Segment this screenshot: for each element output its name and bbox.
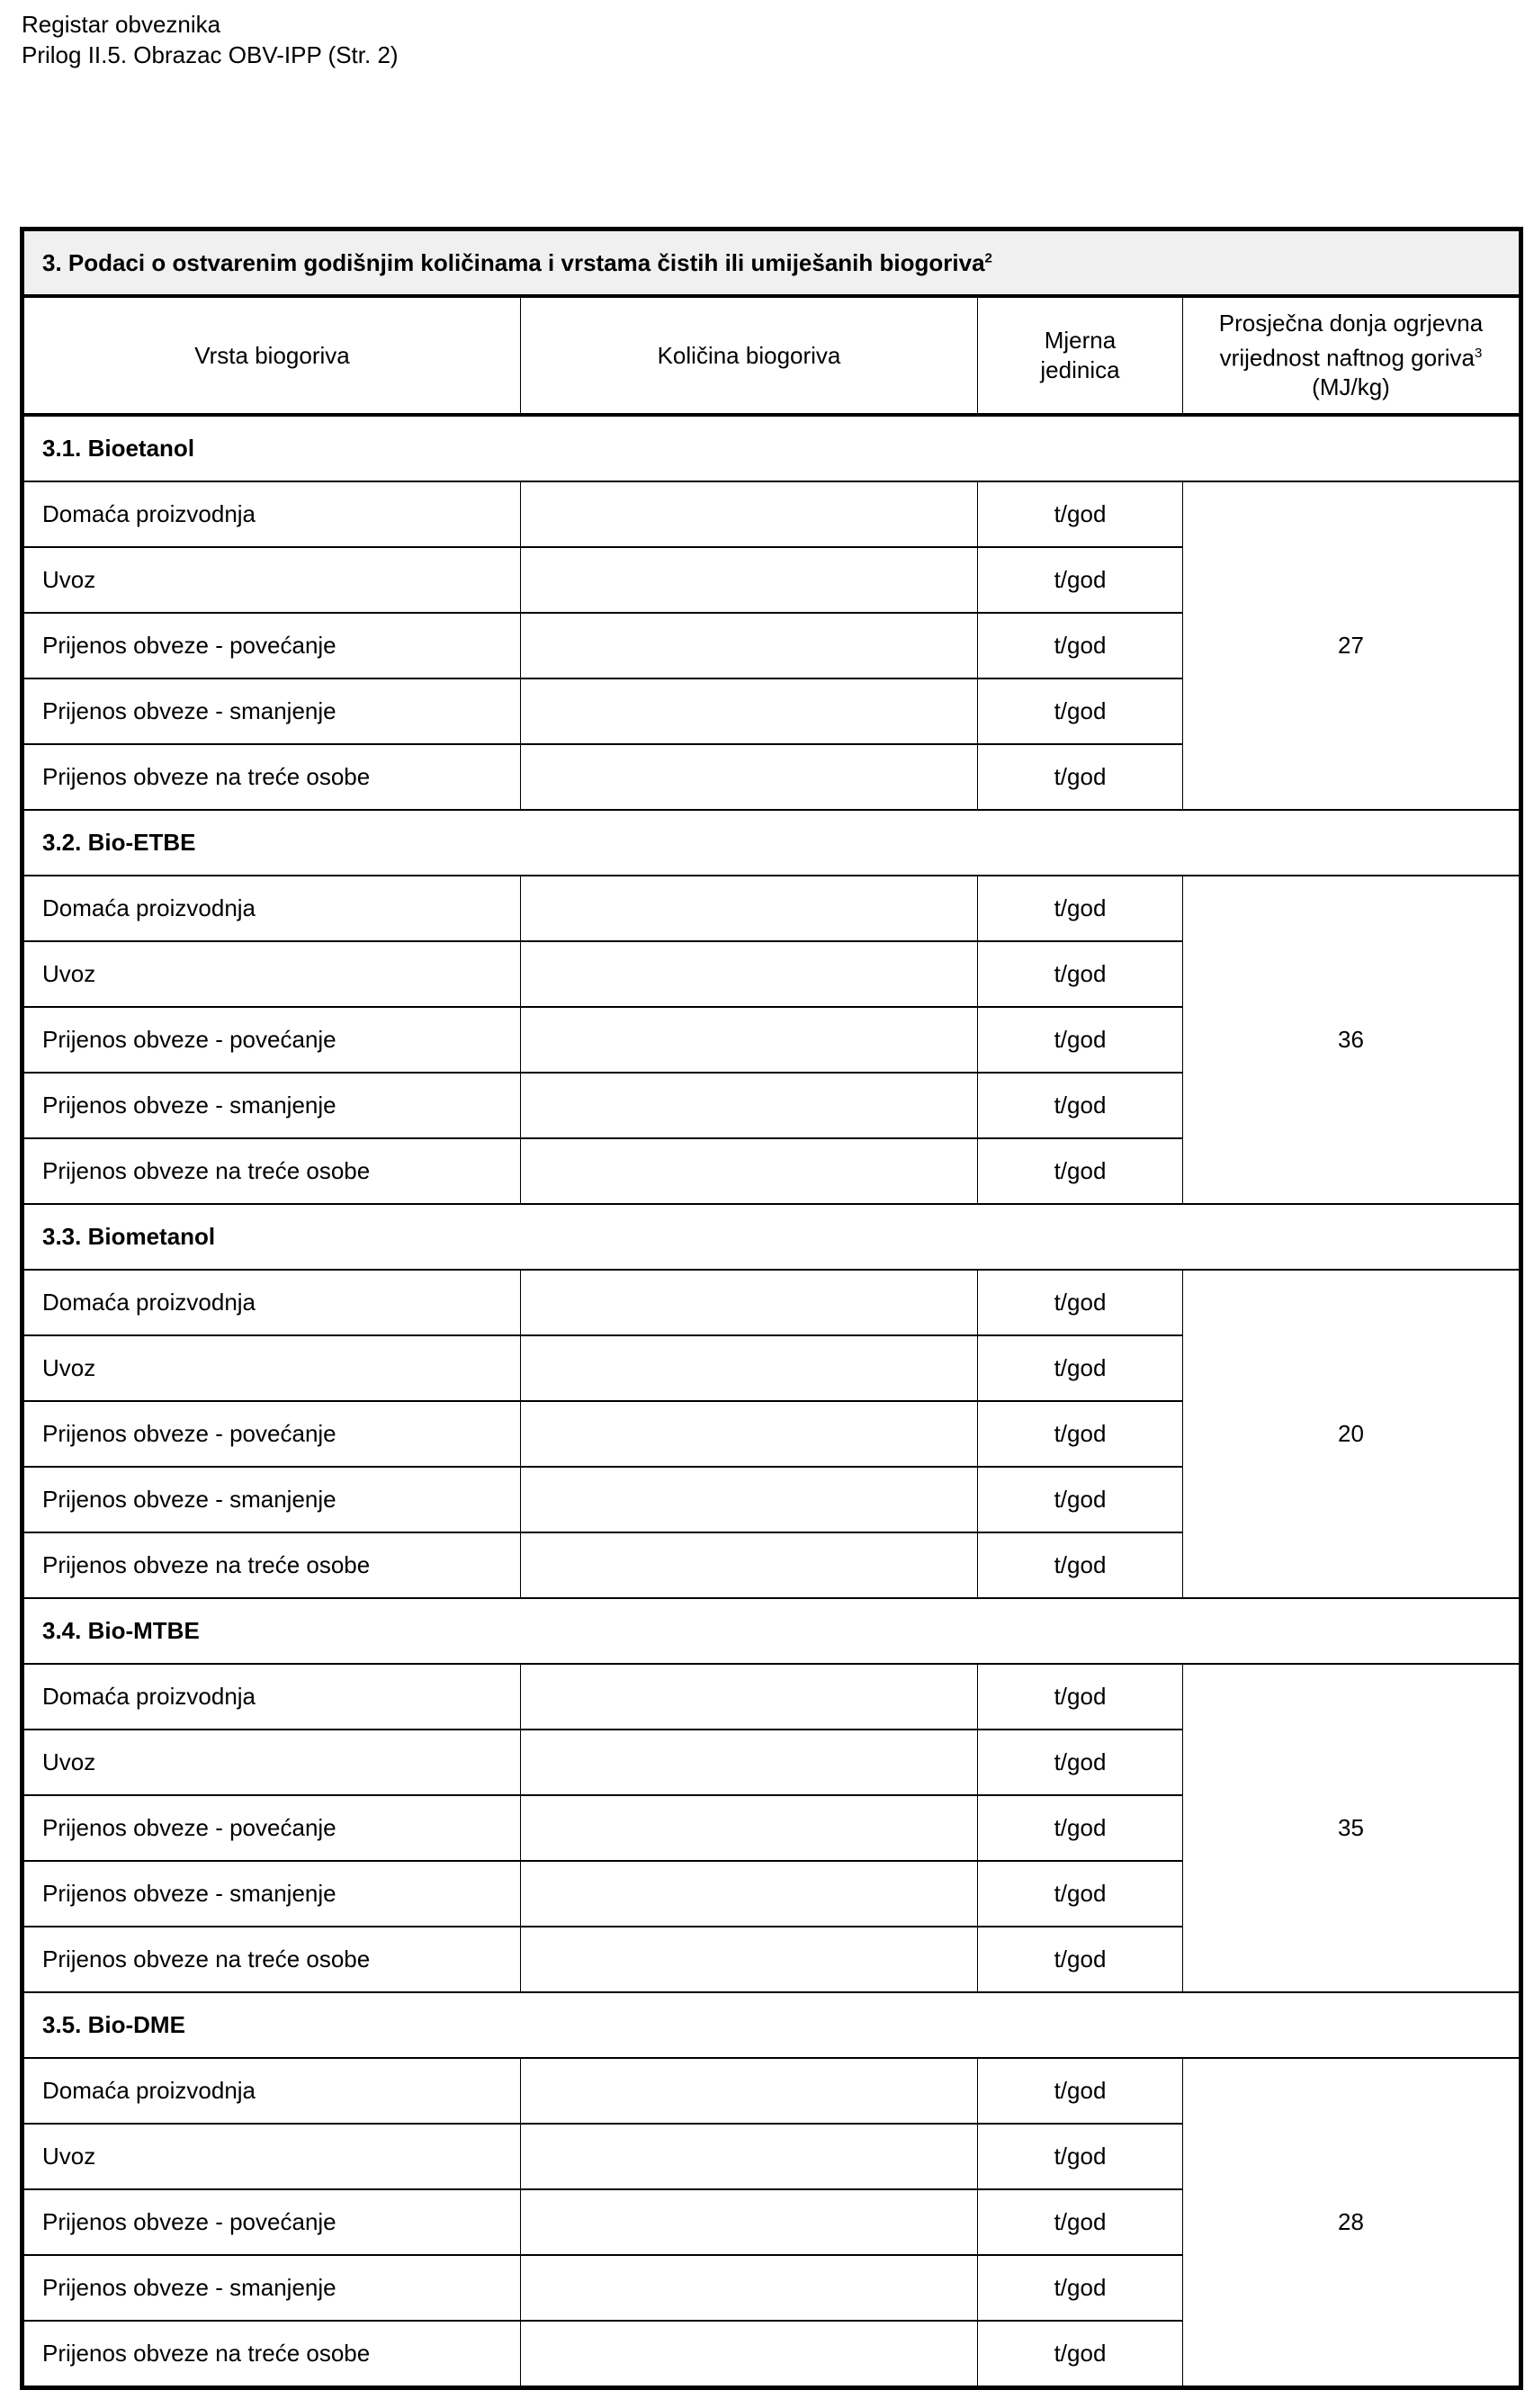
quantity-field[interactable]: [521, 1927, 978, 1992]
row-label: Prijenos obveze - smanjenje: [22, 1861, 521, 1927]
row-label: Prijenos obveze - povećanje: [22, 613, 521, 678]
calorific-value: 27: [1183, 481, 1521, 810]
unit-cell: t/god: [978, 678, 1183, 744]
section-header-row: [22, 415, 1521, 481]
unit-cell: t/god: [978, 481, 1183, 547]
row-label: Domaća proizvodnja: [22, 2058, 521, 2124]
quantity-field[interactable]: [521, 1730, 978, 1795]
calorific-value: 36: [1183, 876, 1521, 1204]
table-title-row: [22, 229, 1521, 297]
calorific-value: 35: [1183, 1664, 1521, 1992]
unit-cell: t/god: [978, 613, 1183, 678]
unit-cell: t/god: [978, 1401, 1183, 1467]
quantity-field[interactable]: [521, 1401, 978, 1467]
quantity-field[interactable]: [521, 744, 978, 810]
quantity-field[interactable]: [521, 613, 978, 678]
quantity-field[interactable]: [521, 876, 978, 941]
register-label: Registar obveznika: [22, 11, 221, 38]
table-row: [22, 2058, 1521, 2124]
unit-cell: t/god: [978, 2189, 1183, 2255]
row-label: Uvoz: [22, 941, 521, 1007]
unit-cell: t/god: [978, 2321, 1183, 2388]
row-label: Uvoz: [22, 547, 521, 613]
table-row: [22, 1664, 1521, 1730]
unit-cell: t/god: [978, 1270, 1183, 1335]
quantity-field[interactable]: [521, 1073, 978, 1138]
quantity-field[interactable]: [521, 1007, 978, 1073]
unit-cell: t/god: [978, 876, 1183, 941]
quantity-field[interactable]: [521, 1861, 978, 1927]
quantity-field[interactable]: [521, 1467, 978, 1532]
unit-cell: t/god: [978, 744, 1183, 810]
row-label: Domaća proizvodnja: [22, 876, 521, 941]
document-header: [22, 9, 399, 70]
quantity-field[interactable]: [521, 678, 978, 744]
biofuel-table: [20, 227, 1523, 2390]
section-header-row: [22, 1598, 1521, 1664]
col-header-type: Vrsta biogoriva: [22, 296, 521, 415]
row-label: Prijenos obveze - povećanje: [22, 2189, 521, 2255]
quantity-field[interactable]: [521, 1270, 978, 1335]
table-row: [22, 1270, 1521, 1335]
row-label: Domaća proizvodnja: [22, 481, 521, 547]
section-title: 3.2. Bio-ETBE: [22, 810, 1521, 876]
unit-cell: t/god: [978, 2058, 1183, 2124]
section-title: 3.1. Bioetanol: [22, 415, 1521, 481]
unit-cell: t/god: [978, 1532, 1183, 1598]
unit-cell: t/god: [978, 1664, 1183, 1730]
quantity-field[interactable]: [521, 1795, 978, 1861]
unit-cell: t/god: [978, 1795, 1183, 1861]
section-header-row: [22, 810, 1521, 876]
unit-cell: t/god: [978, 2255, 1183, 2321]
col-header-unit: Mjerna jedinica: [978, 296, 1183, 415]
row-label: Uvoz: [22, 2124, 521, 2189]
row-label: Prijenos obveze - smanjenje: [22, 2255, 521, 2321]
table-row: [22, 481, 1521, 547]
unit-cell: t/god: [978, 1861, 1183, 1927]
table-row: [22, 876, 1521, 941]
quantity-field[interactable]: [521, 2189, 978, 2255]
unit-cell: t/god: [978, 1007, 1183, 1073]
row-label: Prijenos obveze - povećanje: [22, 1795, 521, 1861]
col-header-quantity: Količina biogoriva: [521, 296, 978, 415]
unit-cell: t/god: [978, 547, 1183, 613]
unit-cell: t/god: [978, 2124, 1183, 2189]
unit-cell: t/god: [978, 1467, 1183, 1532]
table-title: 3. Podaci o ostvarenim godišnjim količinama i vrstama čistih ili umiješanih biogoriva$^2$: [22, 229, 1521, 297]
unit-cell: t/god: [978, 1335, 1183, 1401]
quantity-field[interactable]: [521, 2124, 978, 2189]
quantity-field[interactable]: [521, 1532, 978, 1598]
row-label: Uvoz: [22, 1335, 521, 1401]
quantity-field[interactable]: [521, 1335, 978, 1401]
quantity-field[interactable]: [521, 2321, 978, 2388]
row-label: Domaća proizvodnja: [22, 1664, 521, 1730]
row-label: Prijenos obveze na treće osobe: [22, 2321, 521, 2388]
quantity-field[interactable]: [521, 2058, 978, 2124]
row-label: Prijenos obveze na treće osobe: [22, 744, 521, 810]
quantity-field[interactable]: [521, 941, 978, 1007]
row-label: Prijenos obveze na treće osobe: [22, 1927, 521, 1992]
quantity-field[interactable]: [521, 547, 978, 613]
section-title: 3.3. Biometanol: [22, 1204, 1521, 1270]
row-label: Prijenos obveze - smanjenje: [22, 678, 521, 744]
row-label: Prijenos obveze - povećanje: [22, 1401, 521, 1467]
unit-cell: t/god: [978, 1927, 1183, 1992]
column-header-row: [22, 296, 1521, 415]
col-header-calorific: Prosječna donja ogrjevna vrijednost naftnog goriva$^3$ (MJ/kg): [1183, 296, 1521, 415]
row-label: Uvoz: [22, 1730, 521, 1795]
section-header-row: [22, 1992, 1521, 2058]
row-label: Prijenos obveze na treće osobe: [22, 1138, 521, 1204]
unit-cell: t/god: [978, 1138, 1183, 1204]
quantity-field[interactable]: [521, 2255, 978, 2321]
calorific-value: 28: [1183, 2058, 1521, 2388]
row-label: Prijenos obveze - smanjenje: [22, 1467, 521, 1532]
quantity-field[interactable]: [521, 1664, 978, 1730]
unit-cell: t/god: [978, 1730, 1183, 1795]
row-label: Domaća proizvodnja: [22, 1270, 521, 1335]
quantity-field[interactable]: [521, 481, 978, 547]
row-label: Prijenos obveze - povećanje: [22, 1007, 521, 1073]
section-title: 3.5. Bio-DME: [22, 1992, 1521, 2058]
calorific-value: 20: [1183, 1270, 1521, 1598]
unit-cell: t/god: [978, 941, 1183, 1007]
form-label: Prilog II.5. Obrazac OBV-IPP (Str. 2): [22, 41, 399, 68]
quantity-field[interactable]: [521, 1138, 978, 1204]
row-label: Prijenos obveze - smanjenje: [22, 1073, 521, 1138]
row-label: Prijenos obveze na treće osobe: [22, 1532, 521, 1598]
unit-cell: t/god: [978, 1073, 1183, 1138]
section-title: 3.4. Bio-MTBE: [22, 1598, 1521, 1664]
section-header-row: [22, 1204, 1521, 1270]
